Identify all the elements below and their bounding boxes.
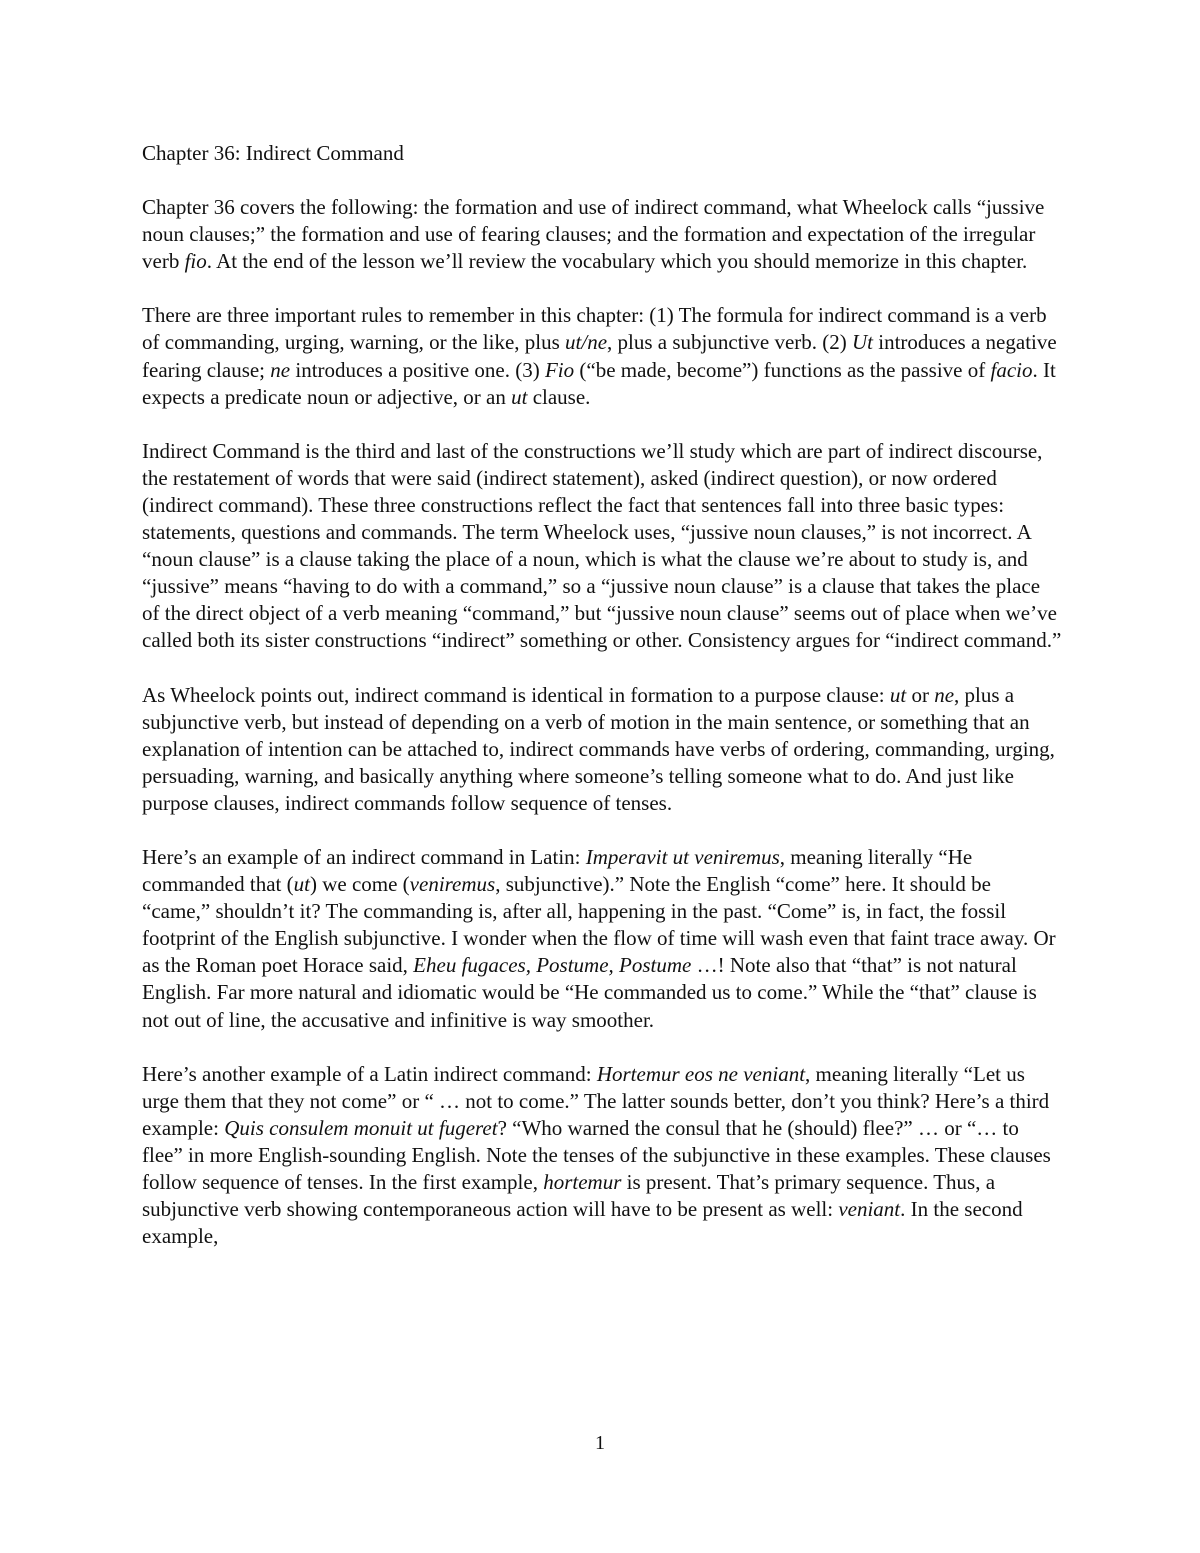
- text-run: is present. That’s primary sequence. Thus, a subjunctive verb showing contemporaneous action will have to be present as well:: [142, 1170, 996, 1222]
- document-title: Chapter 36: Indirect Command: [142, 141, 404, 165]
- page-number: 1: [595, 1432, 605, 1454]
- text-run: , plus a subjunctive verb, but instead of depending on a verb of motion in the main sentence, or something that an explanation of intention can be attached to, indirect commands have verbs of ordering, commanding, urging, persuading, warning, and basically anything where someone’s telling someone what to do. And just like purpose clauses, indirect commands follow sequence of tenses.: [142, 682, 1055, 815]
- text-run: . At the end of the lesson we’ll review the vocabulary which you should memorize in this chapter.: [206, 249, 1028, 274]
- text-run: . In the second example,: [142, 1197, 1023, 1249]
- body-paragraph: [142, 682, 1062, 817]
- text-run: ) we come (: [309, 872, 410, 897]
- latin-term: ut: [889, 682, 907, 707]
- latin-term: facio: [990, 357, 1033, 382]
- text-run: Indirect Command is the third and last of the constructions we’ll study which are part of indirect discourse, the restatement of words that were said (indirect statement), asked (indirect question), or now ordered (indirect command). These three constructions reflect the fact that sentences fall into three basic types: statements, questions and commands. The term Wheelock uses, “jussive noun clauses,” is not incorrect. A “noun clause” is a clause taking the place of a noun, which is what the clause we’re about to study is, and “jussive” means “having to do with a command,” so a “jussive noun clause” is a clause that takes the place of the direct object of a verb meaning “command,” but “jussive noun clause” seems out of place when we’ve called both its sister constructions “indirect” something or other. Consistency argues for “indirect command.”: [142, 438, 1062, 653]
- body-paragraph: [142, 1061, 1062, 1251]
- text-run: (“be made, become”) functions as the passive of: [574, 357, 991, 382]
- text-run: , plus a subjunctive verb. (2): [607, 330, 852, 355]
- body-paragraph: [142, 302, 1062, 410]
- text-run: or: [906, 682, 935, 707]
- latin-term: Hortemur eos ne veniant: [596, 1061, 806, 1086]
- paragraph-list: [142, 194, 1062, 1250]
- text-run: . It expects a predicate noun or adjective, or an: [142, 357, 1056, 409]
- body-paragraph: [142, 194, 1062, 275]
- latin-term: ut: [511, 384, 528, 409]
- latin-term: hortemur: [543, 1170, 622, 1194]
- latin-term: veniant: [838, 1197, 901, 1222]
- text-run: , subjunctive).” Note the English “come” here. It should be “came,” shouldn’t it? The commanding is, after all, happening in the past. “Come” is, in fact, the fossil footprint of the English subjunctive. I wonder when the flow of time will wash even that faint trace away. Or as the Roman poet Horace said,: [142, 872, 1056, 978]
- text-run: introduces a positive one. (3): [290, 357, 545, 382]
- body-paragraph: [142, 844, 1062, 1034]
- latin-term: Ut: [852, 330, 873, 355]
- text-run: Here’s another example of a Latin indirect command:: [142, 1061, 597, 1086]
- latin-term: ne: [270, 357, 291, 382]
- text-run: …! Note also that “that” is not natural English. Far more natural and idiomatic would be “He commanded us to come.” While the “that” clause is not out of line, the accusative and infinitive is way smoother.: [142, 953, 1037, 1032]
- latin-term: Fio: [544, 357, 575, 382]
- text-run: clause.: [527, 384, 591, 409]
- latin-term: ut: [293, 872, 310, 897]
- latin-term: fio: [184, 249, 207, 274]
- text-run: , meaning literally “He commanded that (: [142, 844, 973, 897]
- latin-term: veniremus: [409, 872, 496, 897]
- text-run: ? “Who warned the consul that he (should) flee?” … or “… to flee” in more English-sounding English. Note the tenses of the subjunctive in these examples. These clauses follow sequence of tenses. In the first example,: [142, 1115, 1051, 1194]
- document-body: [142, 140, 1062, 1277]
- text-run: introduces a negative fearing clause;: [142, 330, 1057, 382]
- latin-term: Eheu fugaces, Postume, Postume: [413, 953, 692, 978]
- latin-term: Imperavit ut veniremus: [585, 844, 780, 869]
- latin-term: ut/ne: [565, 330, 608, 355]
- text-run: , meaning literally “Let us urge them that they not come” or “ … not to come.” The latter sounds better, don’t you think? Here’s a third example:: [142, 1061, 1050, 1140]
- latin-term: ne: [934, 682, 955, 707]
- latin-term: Quis consulem monuit ut fugeret: [224, 1115, 498, 1140]
- text-run: Chapter 36 covers the following: the formation and use of indirect command, what Wheelock calls “jussive noun clauses;” the formation and use of fearing clauses; and the formation and expectation of the irregular verb: [142, 195, 1045, 274]
- body-paragraph: [142, 438, 1062, 655]
- text-run: Here’s an example of an indirect command in Latin:: [142, 844, 586, 869]
- text-run: There are three important rules to remember in this chapter: (1) The formula for indirect command is a verb of commanding, urging, warning, or the like, plus: [142, 303, 1047, 355]
- text-run: As Wheelock points out, indirect command is identical in formation to a purpose clause:: [142, 682, 890, 707]
